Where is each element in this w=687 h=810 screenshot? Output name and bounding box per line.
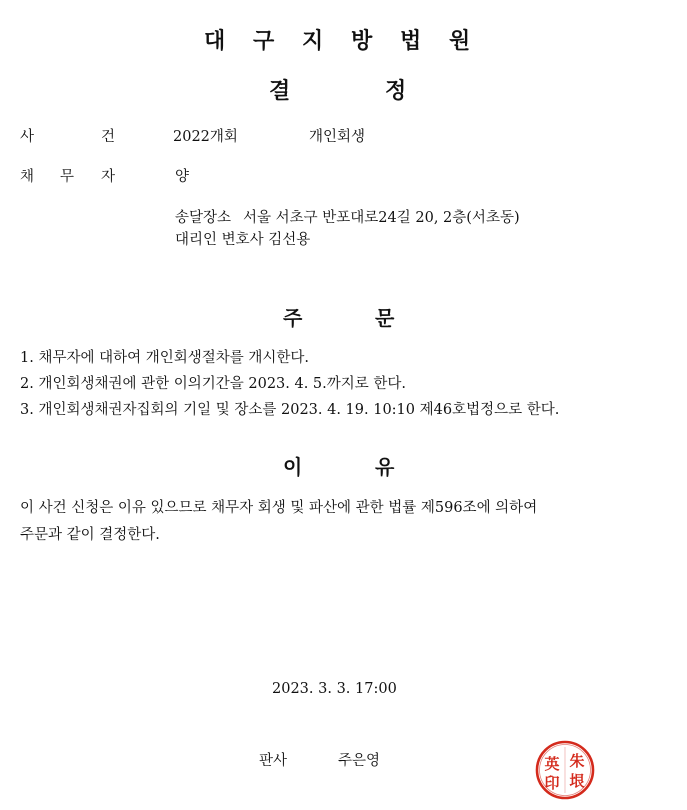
reason-heading-char: 유 xyxy=(375,455,395,479)
judge-seal xyxy=(533,738,597,802)
court-name xyxy=(204,24,470,55)
debtor-label xyxy=(20,169,115,186)
case-number: 2022개회 xyxy=(173,129,238,145)
court-name-char: 원 xyxy=(449,29,471,54)
judge-title: 판사 xyxy=(259,753,288,769)
reason-heading xyxy=(283,451,394,480)
case-label-char: 사 xyxy=(20,129,35,145)
order-item-3: 3. 개인회생채권자집회의 기일 및 장소를 2023. 4. 19. 10:10 제46호법정으로 한다. xyxy=(20,402,560,418)
case-label-char: 건 xyxy=(101,129,116,145)
decision-date: 2023. 3. 3. 17:00 xyxy=(272,681,397,697)
court-name-char: 지 xyxy=(302,29,324,54)
debtor-label-char: 채 xyxy=(20,169,35,185)
title-char: 결 xyxy=(269,79,291,104)
service-label: 송달장소 xyxy=(175,210,232,226)
document-title xyxy=(269,74,406,105)
case-label xyxy=(20,129,115,146)
court-name-char: 대 xyxy=(204,29,226,54)
reason-heading-char: 이 xyxy=(283,455,303,479)
debtor-label-char: 무 xyxy=(60,169,75,185)
court-name-char: 방 xyxy=(351,29,373,54)
order-item-2: 2. 개인회생채권에 관한 이의기간을 2023. 4. 5.까지로 한다. xyxy=(20,376,407,392)
order-heading-char: 문 xyxy=(375,306,395,330)
service-agent: 대리인 변호사 김선용 xyxy=(175,232,311,248)
seal-char: 印 xyxy=(544,774,560,792)
title-char: 정 xyxy=(385,79,407,104)
service-address: 서울 서초구 반포대로24길 20, 2층(서초동) xyxy=(243,210,520,226)
debtor-name: 양 xyxy=(175,169,190,185)
seal-char: 垠 xyxy=(569,772,585,790)
seal-char: 英 xyxy=(544,755,560,773)
court-name-char: 법 xyxy=(400,29,422,54)
service-address-line xyxy=(175,210,520,227)
judge-name: 주은영 xyxy=(338,753,381,769)
reason-line-1: 이 사건 신청은 이유 있으므로 채무자 회생 및 파산에 관한 법률 제596조에 의하여 xyxy=(20,500,538,516)
case-type: 개인회생 xyxy=(309,129,366,145)
order-heading xyxy=(283,302,394,331)
order-heading-char: 주 xyxy=(283,306,303,330)
reason-line-2: 주문과 같이 결정한다. xyxy=(20,527,160,543)
seal-char: 朱 xyxy=(569,752,585,770)
court-name-char: 구 xyxy=(253,29,275,54)
debtor-label-char: 자 xyxy=(101,169,116,185)
order-item-1: 1. 채무자에 대하여 개인회생절차를 개시한다. xyxy=(20,350,310,366)
